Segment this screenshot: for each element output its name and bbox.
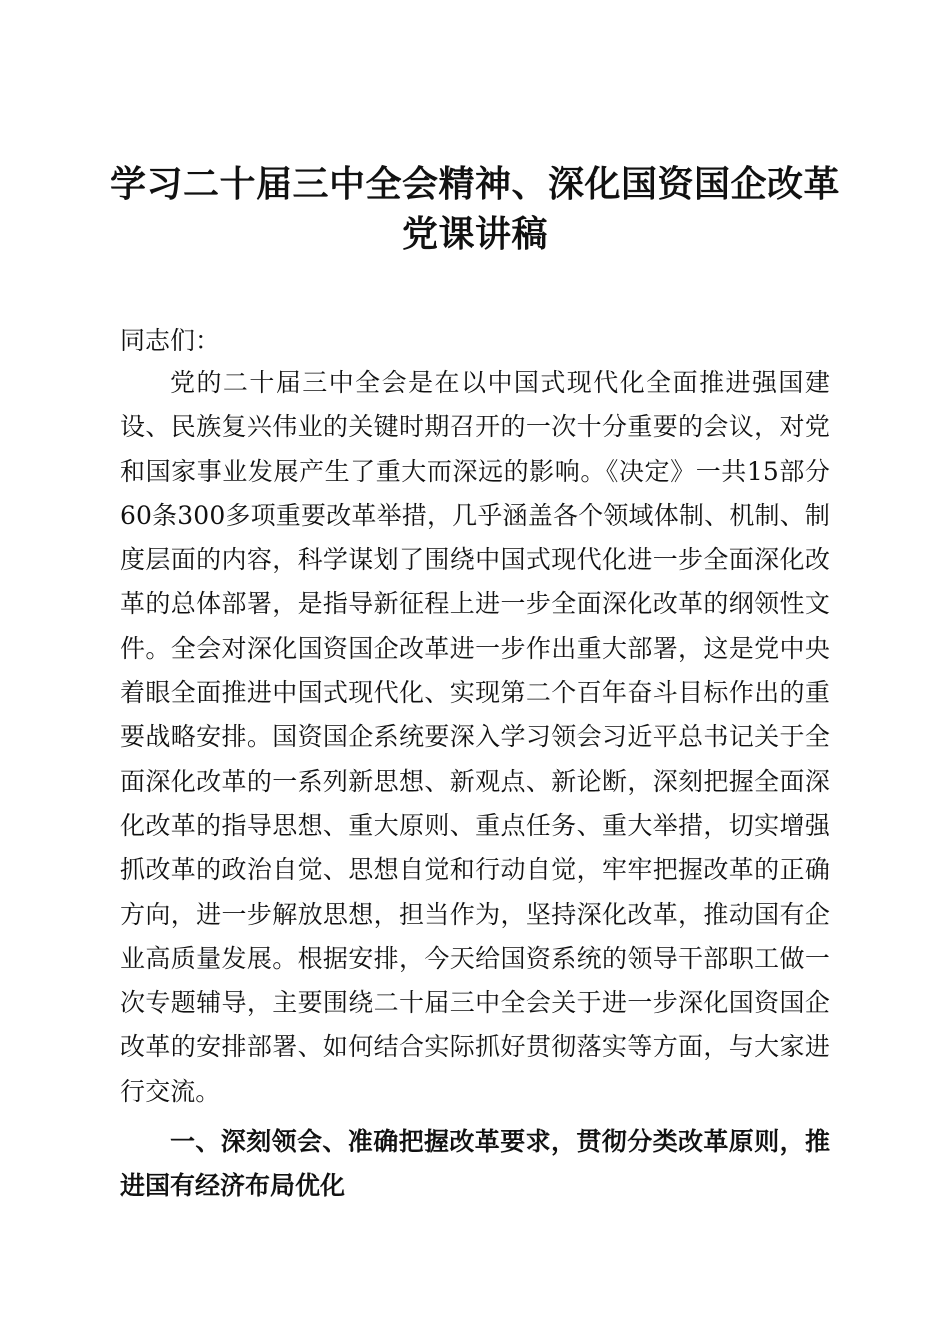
title-line-2: 党课讲稿 bbox=[401, 214, 548, 255]
title-line-1: 学习二十届三中全会精神、深化国资国企改革 bbox=[109, 164, 840, 205]
section-heading: 一、深刻领会、准确把握改革要求，贯彻分类改革原则，推进国有经济布局优化 bbox=[120, 1127, 830, 1200]
body-paragraph: 党的二十届三中全会是在以中国式现代化全面推进强国建设、民族复兴伟业的关键时期召开的一次十分重要的会议，对党和国家事业发展产生了重大而深远的影响。《决定》一共15部分60条300多项重要改革举措，几乎涵盖各个领域体制、机制、制度层面的内容，科学谋划了围绕中国式现代化进一步全面深化改革的总体部署，是指导新征程上进一步全面深化改革的纲领性文件。全会对深化国资国企改革进一步作出重大部署，这是党中央着眼全面推进中国式现代化、实现第二个百年奋斗目标作出的重要战略安排。国资国企系统要深入学习领会习近平总书记关于全面深化改革的一系列新思想、新观点、新论断，深刻把握全面深化改革的指导思想、重大原则、重点任务、重大举措，切实增强抓改革的政治自觉、思想自觉和行动自觉，牢牢把握改革的正确方向，进一步解放思想，担当作为，坚持深化改革，推动国有企业高质量发展。根据安排，今天给国资系统的领导干部职工做一次专题辅导，主要围绕二十届三中全会关于进一步深化国资国企改革的安排部署、如何结合实际抓好贯彻落实等方面，与大家进行交流。 bbox=[120, 368, 830, 1106]
salutation: 同志们： bbox=[120, 326, 221, 355]
document-title bbox=[100, 160, 850, 260]
